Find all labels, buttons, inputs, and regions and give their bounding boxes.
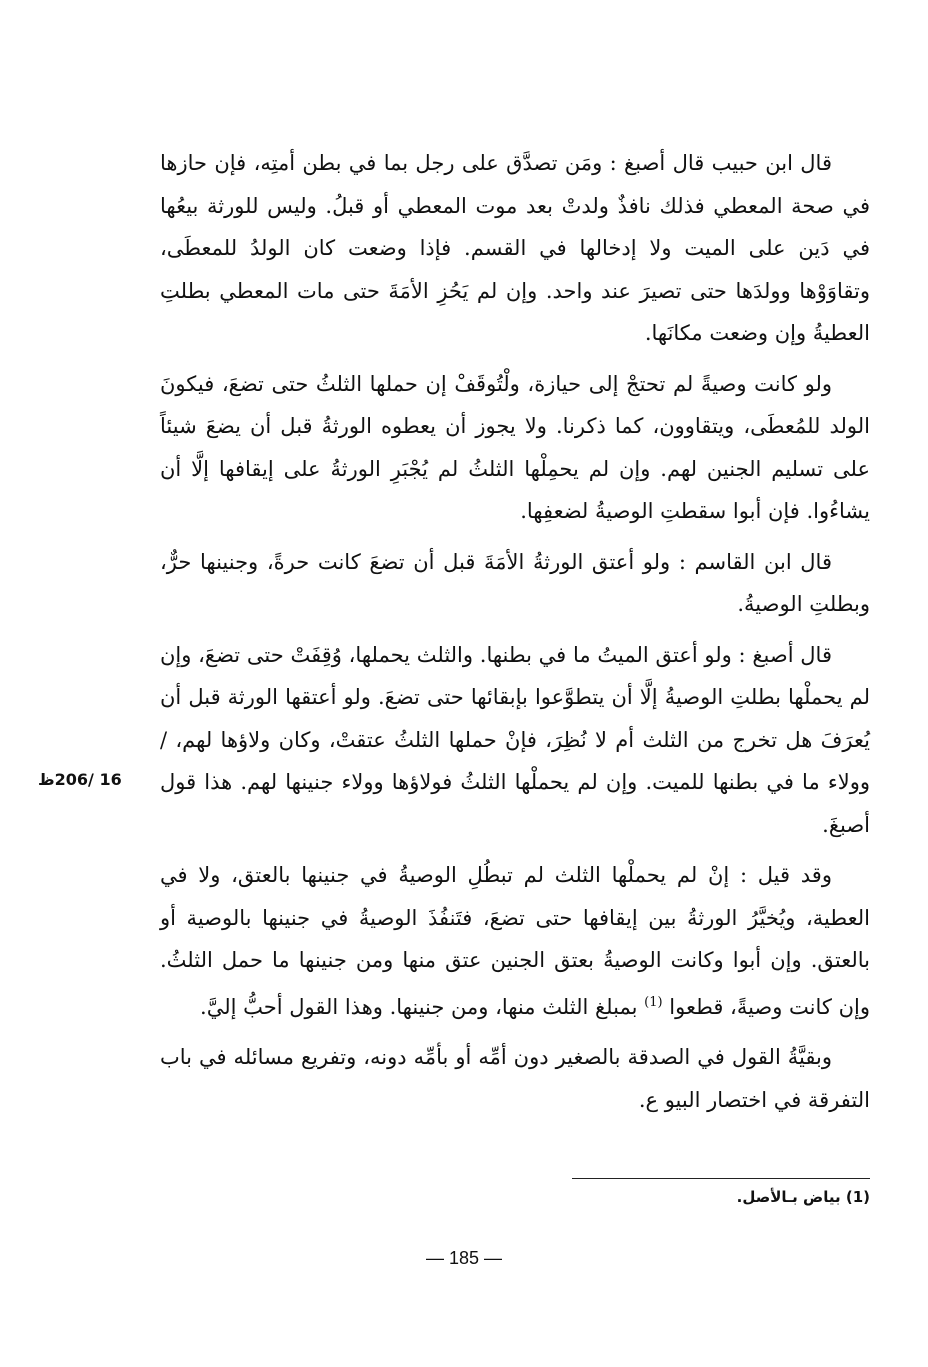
paragraph-3: قال ابن القاسم : ولو أعتق الورثةُ الأمَةَ قبل أن تضعَ كانت حرةً، وجنينها حرٌّ، وبطلتِ الوصيةُ. bbox=[160, 549, 870, 616]
paragraph-6: وبقيَّةُ القول في الصدقة بالصغير دون أمِّه أو بأمِّه دونه، وتفريع مسائله في باب التفرقة في اختصار البيو ع. bbox=[160, 1045, 870, 1112]
footnote-mark: (1) bbox=[845, 1188, 870, 1206]
footnote-text: بياض بـالأصل. bbox=[736, 1188, 841, 1206]
main-text bbox=[160, 142, 870, 1129]
manuscript-folio-note: 16 /206ظ bbox=[38, 770, 122, 789]
paragraph-5-text: وقد قيل : إنْ لم يحملْها الثلث لم تبطُلِ الوصيةُ في جنينها بالعتق، ولا في العطية، ويُخيَّرُ الورثةُ بين إيقافها حتى تضعَ، فتَنفُذَ الوصيةُ في جنينها بالوصية أو بالعتق. وإن أبوا وكانت الوصيةُ بعتق الجنين عتق منها ومن جنينها ما حمل الثلثُ. وإن كانت وصيةً، قطعوا bbox=[160, 863, 870, 1019]
paragraph-2: ولو كانت وصيةً لم تحتجْ إلى حيازة، ولْتُوقَفْ إن حملها الثلثُ حتى تضعَ، فيكونَ الولد للمُعطَى، ويتقاوون، كما ذكرنا. ولا يجوز أن يعطوه الورثةُ قبل أن يضعَ شيئاً على تسليم الجنين لهم. وإن لم يحمِلْها الثلثُ لم يُجْبَرِ الورثةُ على إيقافها إلَّا أن يشاءُوا. فإن أبوا سقطتِ الوصيةُ لضعفِها. bbox=[160, 371, 870, 523]
paragraph-5-tail: بمبلغ الثلث منها، ومن جنينها. وهذا القول أحبُّ إليَّ. bbox=[200, 994, 638, 1019]
footnote bbox=[560, 1188, 870, 1206]
footnote-reference: (1) bbox=[644, 994, 663, 1010]
paragraph-1: قال ابن حبيب قال أصبغ : ومَن تصدَّق على رجل بما في بطن أمتِه، فإن حازها في صحة المعطي فذلك نافذٌ ولدتْ بعد موت المعطي أو قبلُ. وليس للورثة بيعُها في دَين على الميت ولا إدخالها في القسم. فإذا وضعت كان الولدُ للمعطَى، وتقاوَوْها وولدَها حتى تصيرَ عند واحد. وإن لم يَحُزِ الأمَةَ حتى مات المعطي بطلتِ العطيةُ وإن وضعت مكانَها. bbox=[160, 151, 870, 345]
page-number: — 185 — bbox=[425, 1248, 503, 1268]
footnote-separator bbox=[572, 1178, 870, 1179]
paragraph-5 bbox=[160, 854, 870, 1028]
paragraph-4: قال أصبغ : ولو أعتق الميتُ ما في بطنها. والثلث يحملها، وُقِفَتْ حتى تضعَ، وإن لم يحملْها بطلتِ الوصيةُ إلَّا أن يتطوَّعوا بإبقائها حتى تضعَ. ولو أعتقها الورثة قبل أن يُعرَفَ هل تخرج من الثلث أم لا نُظِرَ، فإنْ حملها الثلثُ عتقتْ، وكان ولاؤها لهم، / وولاء ما في بطنها للميت. وإن لم يحملْها الثلثُ فولاؤها وولاء جنينها لهم. هذا قول أصبغَ. bbox=[160, 642, 870, 837]
